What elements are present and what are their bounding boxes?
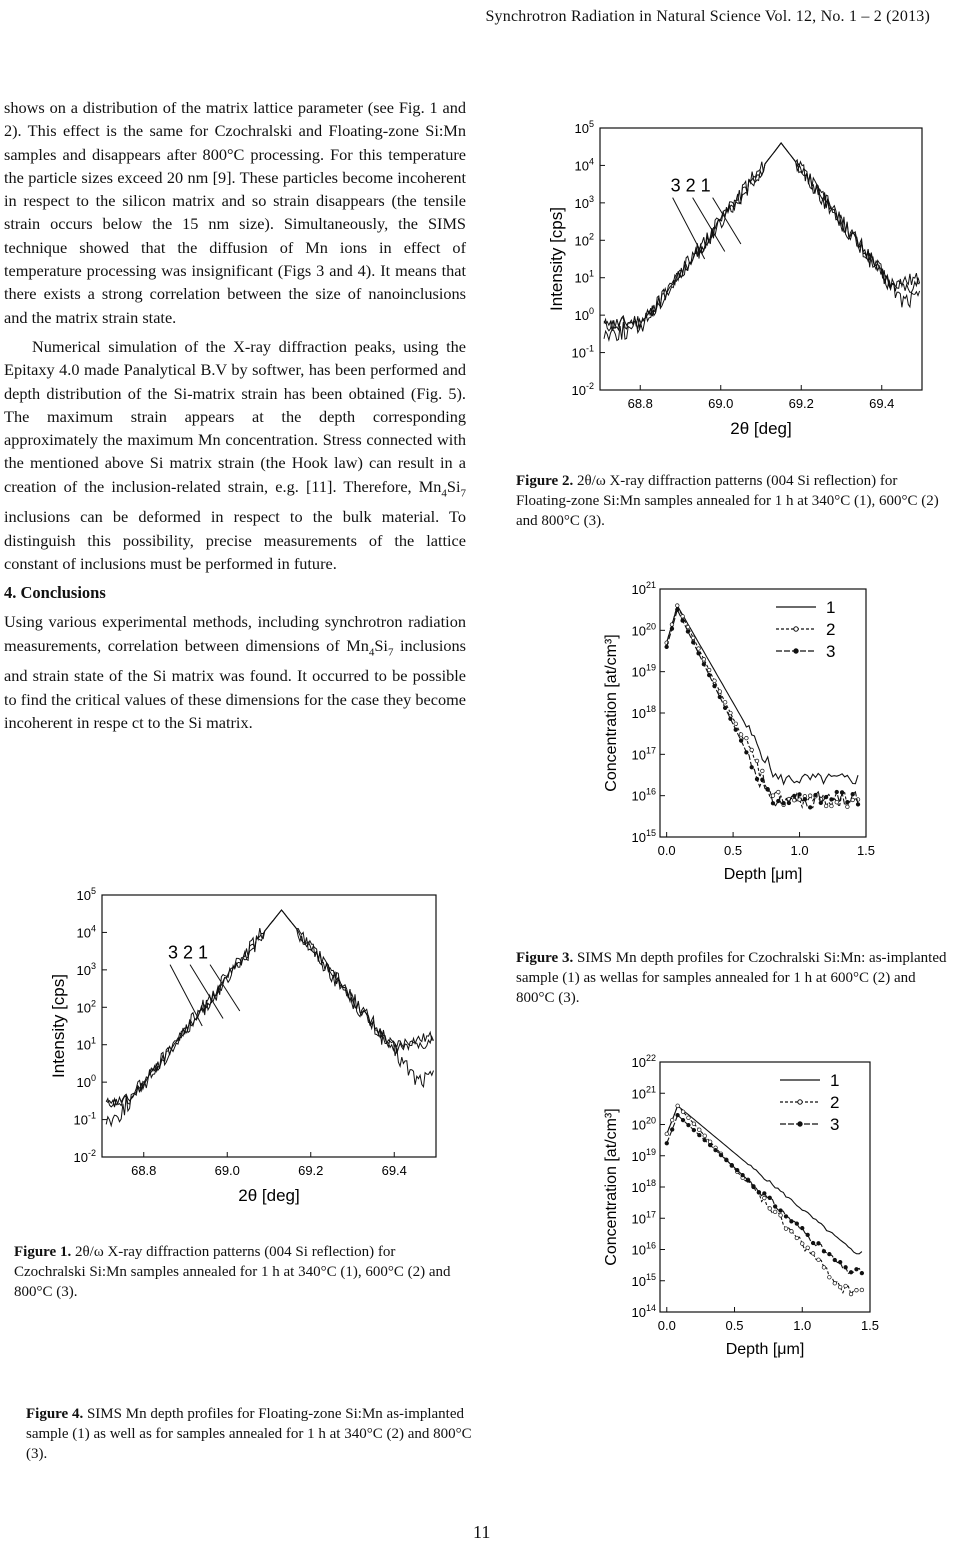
series-3-marker	[676, 1113, 680, 1117]
y-tick-label: $10^{17}$	[631, 745, 656, 763]
x-axis-label: Depth [μm]	[723, 866, 803, 883]
series-3-marker	[790, 1220, 794, 1224]
series-2-marker	[745, 736, 749, 740]
series-3-marker	[798, 793, 802, 797]
series-2-marker	[729, 711, 733, 715]
y-tick-label: $10^{18}$	[631, 704, 656, 721]
series-2-line	[106, 910, 433, 1107]
series-3-marker	[828, 1252, 832, 1256]
series-3-marker	[851, 792, 855, 796]
series-1-line	[604, 143, 920, 331]
y-tick-label: $10^5$	[76, 886, 96, 903]
series-3-marker	[846, 800, 850, 804]
series-2-marker	[691, 636, 695, 640]
series-2-marker	[860, 1288, 864, 1292]
series-3-marker	[719, 1153, 723, 1157]
y-tick-label: $10^1$	[76, 1035, 96, 1053]
series-3-line	[106, 910, 433, 1126]
y-tick-label: $10^{15}$	[631, 828, 656, 845]
x-tick-label: 69.2	[298, 1163, 324, 1178]
series-3-marker	[691, 641, 695, 645]
series-3-marker	[745, 751, 749, 755]
series-3-marker	[714, 1148, 718, 1152]
y-tick-label: $10^{20}$	[631, 621, 656, 639]
series-2-marker	[761, 769, 765, 773]
series-2-marker	[718, 690, 722, 694]
y-tick-label: $10^5$	[574, 119, 594, 136]
series-2-marker	[833, 1281, 837, 1285]
y-tick-label: $10^{20}$	[631, 1115, 656, 1133]
figure-4-chart	[586, 1050, 886, 1370]
x-tick-label: 69.4	[381, 1163, 407, 1178]
left-column-text	[4, 96, 466, 740]
legend-label-3: 3	[830, 1115, 840, 1134]
legend-marker-3	[794, 649, 798, 653]
series-2-marker	[665, 1132, 669, 1136]
legend-label-3: 3	[826, 642, 836, 661]
series-3-marker	[849, 1270, 853, 1274]
figure-4-caption: Figure 4. SIMS Mn depth profiles for Floating-zone Si:Mn as-implanted sample (1) as well as for samples annealed for 1 h at 340°C (2) and 800°C (3).	[26, 1406, 472, 1462]
series-3-marker	[718, 695, 722, 699]
series-2-marker	[779, 1214, 783, 1218]
series-2-marker	[838, 1285, 842, 1289]
figure-2-chart	[530, 118, 930, 448]
series-2-marker	[811, 1252, 815, 1256]
series-2-marker	[713, 679, 717, 683]
y-axis-label: Concentration [at/cm³]	[603, 1108, 620, 1266]
series-3-marker	[811, 1241, 815, 1245]
series-3-marker	[670, 1128, 674, 1132]
y-tick-label: $10^0$	[574, 306, 594, 324]
legend-label-1: 1	[830, 1071, 840, 1090]
series-2-marker	[768, 1207, 772, 1211]
y-tick-label: $10^{-2}$	[571, 381, 594, 398]
series-2-marker	[687, 1116, 691, 1120]
legend-label-1: 1	[826, 598, 836, 617]
series-2-marker	[784, 1227, 788, 1231]
x-tick-label: 0.5	[724, 843, 743, 858]
series-2-marker	[830, 804, 834, 808]
legend-marker-2	[794, 627, 798, 631]
series-2-marker	[707, 668, 711, 672]
x-tick-label: 1.0	[790, 843, 809, 858]
series-3-marker	[750, 765, 754, 769]
series-2-marker	[681, 614, 685, 618]
series-2-marker	[835, 800, 839, 804]
series-2-marker	[675, 604, 679, 608]
series-3-marker	[665, 645, 669, 649]
series-3-marker	[776, 799, 780, 803]
series-3-marker	[782, 801, 786, 805]
y-tick-label: $10^4$	[574, 156, 594, 174]
y-tick-label: $10^2$	[76, 998, 96, 1016]
series-3-marker	[803, 797, 807, 801]
paragraph-2: Numerical simulation of the X-ray diffraction peaks, using the Epitaxy 4.0 made Panalytical B.V by softwer, has been performed and depth distribution of the Si-matrix strain has been obtained (Fig. 5). The maximum strain appears at the depth corresponding approximately the maximum Mn concentration. Stress connected with the mentioned above Si matrix strain (the Hook law) can result in a creation of the inclusion-related strain, e.g. [11]. Therefore, $Mn_4Si_7$ inclusions can be deformed in respect to the bulk material. To distinguish this possibility, precise measurements of the lattice constant of inclusions must be performed in future.	[4, 336, 466, 573]
series-2-marker	[790, 1230, 794, 1234]
series-3-marker	[761, 778, 765, 782]
series-3-marker	[703, 1138, 707, 1142]
series-2-line	[604, 143, 920, 331]
series-2-marker	[846, 805, 850, 809]
series-3-marker	[824, 795, 828, 799]
y-tick-label: $10^0$	[76, 1073, 96, 1091]
y-tick-label: $10^{19}$	[631, 1146, 656, 1164]
series-2-marker	[703, 1134, 707, 1138]
running-header: Synchrotron Radiation in Natural Science Vol. 12, No. 1 – 2 (2013)	[485, 8, 930, 25]
series-2-marker	[773, 1210, 777, 1214]
series-3-marker	[763, 1192, 767, 1196]
series-2-marker	[739, 733, 743, 737]
series-2-marker	[800, 1242, 804, 1246]
y-tick-label: $10^{16}$	[631, 1240, 656, 1258]
y-axis-label: Intensity [cps]	[49, 974, 68, 1078]
series-3-marker	[687, 1123, 691, 1127]
series-2-marker	[849, 1292, 853, 1296]
x-tick-label: 0.0	[657, 843, 676, 858]
series-3-marker	[840, 791, 844, 795]
series-2-marker	[828, 1275, 832, 1279]
y-tick-label: $10^2$	[574, 231, 594, 249]
series-2-marker	[763, 1196, 767, 1200]
legend-label-2: 2	[826, 620, 836, 639]
series-3-marker	[795, 1222, 799, 1226]
page-number: 11	[473, 1522, 491, 1542]
figure-1-chart	[30, 885, 450, 1215]
curve-annotation: 3 2 1	[670, 175, 711, 196]
y-tick-label: $10^1$	[574, 268, 594, 286]
y-tick-label: $10^{16}$	[631, 786, 656, 804]
series-3-marker	[838, 1260, 842, 1264]
figure-1-caption: Figure 1. 2θ/ω X-ray diffraction patterns (004 Si reflection) for Czochralski Si:Mn samples annealed for 1 h at 340°C (1), 600°C (2) and 800°C (3).	[14, 1244, 451, 1300]
series-2-marker	[734, 722, 738, 726]
series-2-marker	[855, 1288, 859, 1292]
series-3-marker	[708, 1143, 712, 1147]
y-tick-label: $10^{21}$	[631, 1084, 656, 1102]
series-2-marker	[692, 1122, 696, 1126]
y-tick-label: $10^{21}$	[631, 580, 656, 597]
series-3-marker	[686, 630, 690, 634]
series-3-marker	[734, 728, 738, 732]
series-3-marker	[768, 1196, 772, 1200]
series-3-marker	[670, 627, 674, 631]
series-3-marker	[792, 794, 796, 798]
x-tick-label: 69.4	[869, 396, 895, 411]
y-axis-label: Intensity [cps]	[547, 207, 566, 311]
series-3-marker	[739, 739, 743, 743]
series-3-marker	[800, 1226, 804, 1230]
figure-3-caption: Figure 3. SIMS Mn depth profiles for Czochralski Si:Mn: as-implanted sample (1) as wellas for samples annealed for 1 h at 600°C (2) and 800°C (3).	[516, 950, 947, 1006]
series-3-marker	[855, 1267, 859, 1271]
x-tick-label: 69.0	[708, 396, 734, 411]
series-3-marker	[817, 1242, 821, 1246]
y-tick-label: $10^{-1}$	[73, 1110, 96, 1128]
series-3-marker	[681, 619, 685, 623]
series-3-marker	[735, 1168, 739, 1172]
figure-2-caption: Figure 2. 2θ/ω X-ray diffraction patterns (004 Si reflection) for Floating-zone Si:Mn samples annealed for 1 h at 340°C (1), 600°C (2) and 800°C (3).	[516, 473, 939, 529]
x-axis-label: 2θ [deg]	[730, 419, 792, 438]
y-axis-label: Concentration [at/cm³]	[603, 634, 620, 792]
series-3-marker	[844, 1266, 848, 1270]
series-3-marker	[833, 1258, 837, 1262]
legend-marker-3	[798, 1122, 802, 1126]
series-2-marker	[702, 657, 706, 661]
series-3-marker	[860, 1271, 864, 1275]
series-3-marker	[814, 793, 818, 797]
series-2-marker	[795, 1236, 799, 1240]
series-3-marker	[746, 1179, 750, 1183]
series-2-marker	[817, 1258, 821, 1262]
y-tick-label: $10^{15}$	[631, 1271, 656, 1289]
x-tick-label: 69.2	[788, 396, 814, 411]
series-3-marker	[730, 1163, 734, 1167]
series-2-marker	[697, 1128, 701, 1132]
series-3-marker	[755, 777, 759, 781]
series-2-marker	[755, 759, 759, 763]
series-3-marker	[741, 1173, 745, 1177]
annotation-arrow	[170, 965, 202, 1026]
y-tick-label: $10^{-2}$	[73, 1148, 96, 1165]
y-tick-label: $10^3$	[76, 960, 96, 978]
series-2-marker	[771, 794, 775, 798]
series-3-marker	[808, 806, 812, 810]
series-3-marker	[725, 1158, 729, 1162]
series-2-marker	[676, 1104, 680, 1108]
series-3-marker	[822, 1249, 826, 1253]
series-3-marker	[779, 1209, 783, 1213]
y-tick-label: $10^{17}$	[631, 1209, 656, 1227]
y-tick-label: $10^3$	[574, 193, 594, 211]
series-2-marker	[824, 804, 828, 808]
x-tick-label: 0.5	[725, 1318, 744, 1333]
series-3-marker	[830, 798, 834, 802]
series-3-marker	[702, 662, 706, 666]
x-tick-label: 1.0	[793, 1318, 812, 1333]
series-3-marker	[692, 1128, 696, 1132]
x-axis-label: 2θ [deg]	[238, 1186, 300, 1205]
paragraph-3: Using various experimental methods, including synchrotron radiation measurements, correlation between dimensions of $Mn_4Si_7$ inclusions and strain state of the Si matrix was found. It occurred to be possible to find the critical values of these dimensions for the case they become incoherent in respe ct to the Si matrix.	[4, 612, 466, 732]
y-tick-label: $10^{18}$	[631, 1178, 656, 1195]
annotation-arrow	[673, 198, 705, 259]
series-2-marker	[750, 748, 754, 752]
x-tick-label: 1.5	[860, 1318, 880, 1333]
annotation-arrow	[713, 198, 741, 244]
series-3-marker	[675, 608, 679, 612]
x-tick-label: 68.8	[627, 396, 653, 411]
paragraph-1: shows on a distribution of the matrix lattice parameter (see Fig. 1 and 2). This effect is the same for Czochralski and Floating-zone Si:Mn samples and disappears after 800°C processing. For this temperature the particle sizes exceed 20 nm [9]. These particles become incoherent in respect to the silicon matrix and so strain disappears (the tensile strain occurs below the 15 nm size). Simultaneously, the SIMS technique showed that the diffusion of Mn ions in effect of temperature processing was insignificant (Figs 3 and 4). It means that there exists a strong correlation between the size of nanoinclusions and the matrix strain state.	[4, 98, 466, 327]
legend-marker-2	[798, 1100, 802, 1104]
series-3-marker	[806, 1233, 810, 1237]
section-heading-conclusions: 4. Conclusions	[4, 583, 106, 603]
series-2-marker	[670, 1118, 674, 1122]
y-tick-label: $10^4$	[76, 923, 96, 941]
series-3-marker	[856, 803, 860, 807]
series-3-marker	[766, 787, 770, 791]
y-tick-label: $10^{19}$	[631, 662, 656, 680]
series-2-marker	[808, 794, 812, 798]
x-axis-label: Depth [μm]	[725, 1341, 805, 1358]
series-3-marker	[697, 1133, 701, 1137]
series-3-marker	[819, 801, 823, 805]
series-3-marker	[835, 790, 839, 794]
plot-frame	[102, 895, 436, 1157]
figure-3-chart	[586, 575, 886, 890]
series-3-marker	[787, 801, 791, 805]
legend-label-2: 2	[830, 1093, 840, 1112]
series-3-marker	[665, 1141, 669, 1145]
series-3-marker	[697, 652, 701, 656]
x-tick-label: 0.0	[657, 1318, 676, 1333]
x-tick-label: 68.8	[131, 1163, 157, 1178]
series-3-marker	[773, 1205, 777, 1209]
series-3-marker	[784, 1215, 788, 1219]
x-tick-label: 1.5	[856, 843, 876, 858]
y-tick-label: $10^{14}$	[631, 1303, 656, 1320]
series-2-marker	[723, 700, 727, 704]
series-3-marker	[723, 706, 727, 710]
series-2-marker	[806, 1246, 810, 1250]
series-3-marker	[729, 717, 733, 721]
y-tick-label: $10^{-1}$	[571, 343, 594, 361]
series-2-marker	[844, 1284, 848, 1288]
x-tick-label: 69.0	[214, 1163, 240, 1178]
series-3-marker	[713, 684, 717, 688]
series-2-marker	[776, 790, 780, 794]
curve-annotation: 3 2 1	[168, 942, 209, 963]
series-3-marker	[757, 1190, 761, 1194]
series-1-line	[106, 910, 433, 1107]
series-3-marker	[681, 1118, 685, 1122]
series-3-marker	[752, 1185, 756, 1189]
y-tick-label: $10^{22}$	[631, 1053, 656, 1070]
series-2-marker	[681, 1110, 685, 1114]
series-3-marker	[707, 673, 711, 677]
series-3-marker	[771, 801, 775, 805]
series-2-marker	[822, 1266, 826, 1270]
